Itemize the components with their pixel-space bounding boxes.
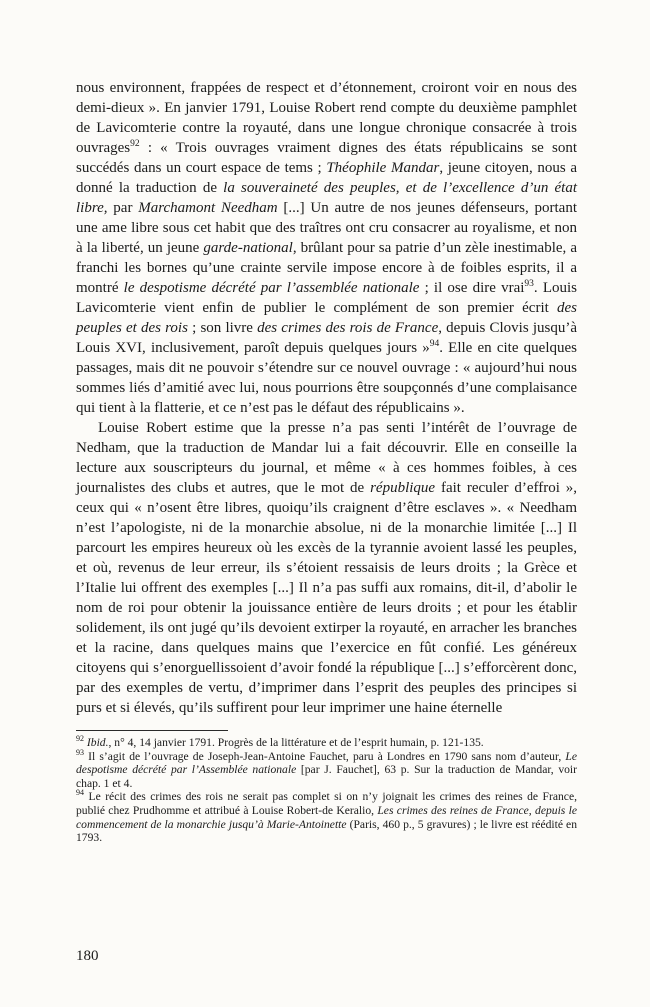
paragraph: [76, 418, 577, 718]
footnote: [76, 747, 577, 791]
paragraph: [76, 78, 577, 418]
text-segment: . Elle en cite quelques passages, mais dit ne pouvoir s’étendre sur ce nouvel ouvrage : « aujourd’hui nous sommes liés d’amitié avec lui, nous pourrions être soupçonnés d’une complaisance qui tient à la flatterie, et ce n’est pas le défaut des républicains ».: [76, 340, 577, 416]
text-segment: , jeune citoyen, nous a donné la traduction de: [76, 160, 577, 196]
text-segment: , n° 4, 14 janvier 1791. Progrès de la littérature et de l’esprit humain, p. 121-135.: [108, 736, 484, 749]
text-segment: ; il ose dire vrai: [419, 280, 525, 296]
text-segment: [par J. Fauchet], 63 p. Sur la traduction de Mandar, voir chap. 1 et 4.: [76, 763, 577, 790]
text-segment: nous environnent, frappées de respect et d’étonnement, croiront voir en nous des demi-dieux ». En janvier 1791, Louise Robert rend compte du deuxième pamphlet de Lavicomterie contre la royauté, dans une longue chronique consacrée à trois ouvrages: [76, 80, 577, 156]
footnote: [76, 790, 577, 844]
footnote: [76, 736, 577, 750]
footnote-reference: 94: [429, 339, 440, 349]
text-segment: [...] Un autre de nos jeunes défenseurs, portant une ame libre sous cet habit que des traîtres ont cru consacrer au royalisme, et non à la liberté, un jeune: [76, 200, 577, 256]
text-segment: : « Trois ouvrages vraiment dignes des états républicains se sont succédés dans un court espace de tems ;: [76, 140, 577, 176]
footnote-separator: [76, 730, 228, 731]
footnote-reference: 93: [524, 279, 534, 289]
text-segment: des crimes des rois de France: [257, 320, 439, 336]
text-segment: le despotisme décrété par l’assemblée nationale: [123, 280, 420, 296]
body-text: [76, 78, 577, 718]
text-segment: Théophile Mandar: [326, 160, 440, 176]
text-segment: la souveraineté des peuples, et de l’excellence d’un état libre,: [76, 180, 577, 216]
text-segment: Les crimes des reines de France, depuis le commencement de la monarchie jusqu’à Marie-Antoinette: [76, 803, 577, 831]
text-segment: (Paris, 460 p., 5 gravures) ; le livre est réédité en 1793.: [76, 817, 577, 845]
text-segment: , depuis Clovis jusqu’à Louis XVI, inclusivement, paroît depuis quelques jours »: [76, 320, 577, 356]
text-segment: , brûlant pour sa patrie d’un zèle inestimable, a franchi les bornes qu’une crainte servile impose encore à de foibles esprits, il a montré: [76, 240, 577, 296]
text-segment: Louise Robert estime que la presse n’a pas senti l’intérêt de l’ouvrage de Nedham, que la traduction de Mandar lui a fait découvrir. Elle en conseille la lecture aux souscripteurs du journal, et même « à ces hommes foibles, à ces journalistes des clubs et autres, que le mot de: [76, 420, 577, 496]
footnote-reference: 92: [130, 139, 140, 149]
text-segment: Le despotisme décrété par l’Assemblée nationale: [76, 749, 577, 777]
text-segment: Ibid.: [86, 736, 109, 749]
text-segment: par: [107, 200, 139, 216]
text-segment: Le récit des crimes des rois ne serait pas complet si on n’y joignait les crimes des reines de France, publié chez Prudhomme et attribué à Louise Robert-de Keralio,: [76, 790, 577, 817]
text-segment: Il s’agit de l’ouvrage de Joseph-Jean-Antoine Fauchet, paru à Londres en 1790 sans nom d’auteur,: [88, 749, 566, 763]
footnote-marker: 92: [76, 734, 84, 744]
text-segment: Marchamont Needham: [138, 200, 278, 216]
text-segment: garde-national: [203, 240, 293, 256]
footnote-marker: 94: [76, 788, 84, 798]
footnote-marker: 93: [76, 747, 84, 757]
footnotes: [76, 736, 577, 845]
text-segment: . Louis Lavicomterie vient enfin de publier le complément de son premier écrit: [76, 280, 577, 316]
text-segment: fait reculer d’effroi », ceux qui « n’osent être libres, quoiqu’ils craignent d’être esclaves ». « Needham n’est l’apologiste, ni de la monarchie absolue, ni de la monarchie limitée [...] Il parcourt les empires heureux où les excès de la tyrannie avoient lassé les peuples, et où, revenus de leur erreur, ils s’étoient ressaisis de leurs droits ; la Grèce et l’Italie lui offrent des exemples [...] Il n’a pas suffi aux romains, dit-il, d’abolir le nom de roi pour obtenir la jouissance entière de leurs droits ; et pour les établir solidement, ils ont jugé qu’ils devoient extirper la royauté, en arracher les branches et la racine, dans quelques mains que l’exercice en fût confié. Les généreux citoyens qui s’enorguellissoient d’avoir fondé la république [...] s’efforcèrent donc, par des exemples de vertu, d’imprimer dans l’esprit des peuples des principes si purs et si élevés, qu’ils suffirent pour leur imprimer une haine éternelle: [76, 480, 577, 716]
text-segment: ; son livre: [187, 320, 258, 336]
text-segment: république: [370, 480, 436, 496]
page-number: 180: [76, 948, 99, 964]
text-segment: des peuples et des rois: [76, 300, 577, 336]
